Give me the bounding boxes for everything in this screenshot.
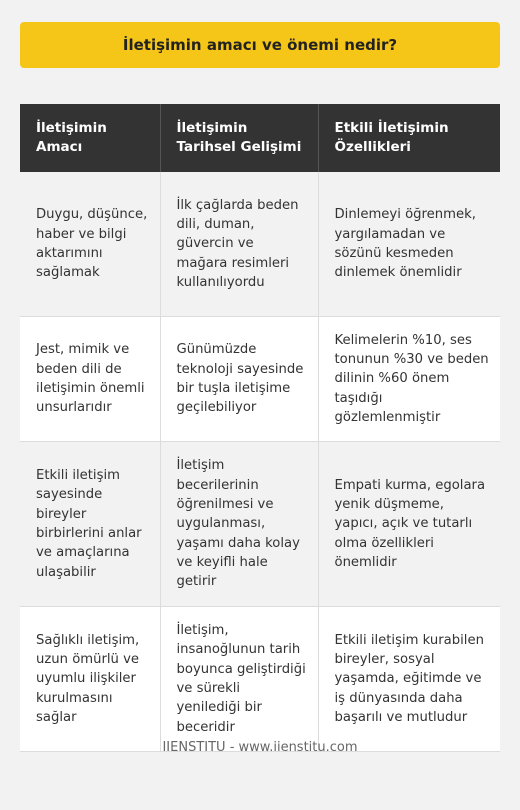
- table-cell: Sağlıklı iletişim, uzun ömürlü ve uyumlu ilişkiler kurulmasını sağlar: [20, 607, 160, 752]
- table-row: [20, 442, 500, 607]
- column-header-history: İletişimin Tarihsel Gelişimi: [160, 104, 318, 172]
- table-header-row: [20, 104, 500, 172]
- table-cell: Empati kurma, egolara yenik düşmeme, yapıcı, açık ve tutarlı olma özellikleri önemlidir: [318, 442, 500, 607]
- table-cell: Dinlemeyi öğrenmek, yargılamadan ve sözünü kesmeden dinlemek önemlidir: [318, 172, 500, 317]
- table-cell: Jest, mimik ve beden dili de iletişimin önemli unsurlarıdır: [20, 317, 160, 442]
- page-title: [20, 22, 500, 68]
- table-row: [20, 317, 500, 442]
- column-header-features: Etkili İletişimin Özellikleri: [318, 104, 500, 172]
- info-table: [20, 104, 500, 752]
- table-cell: Kelimelerin %10, ses tonunun %30 ve beden dilinin %60 önem taşıdığı gözlemlenmiştir: [318, 317, 500, 442]
- page-title-text: İletişimin amacı ve önemi nedir?: [122, 36, 398, 54]
- table-cell: İletişim becerilerinin öğrenilmesi ve uygulanması, yaşamı daha kolay ve keyifli hale getirir: [160, 442, 318, 607]
- table-cell: Etkili iletişim sayesinde bireyler birbirlerini anlar ve amaçlarına ulaşabilir: [20, 442, 160, 607]
- table-cell: Günümüzde teknoloji sayesinde bir tuşla iletişime geçilebiliyor: [160, 317, 318, 442]
- table-row: [20, 607, 500, 752]
- table-cell: Etkili iletişim kurabilen bireyler, sosyal yaşamda, eğitimde ve iş dünyasında daha başarılı ve mutludur: [318, 607, 500, 752]
- table-cell: Duygu, düşünce, haber ve bilgi aktarımını sağlamak: [20, 172, 160, 317]
- column-header-purpose: İletişimin Amacı: [20, 104, 160, 172]
- table-row: [20, 172, 500, 317]
- footer-credit: IIENSTITU - www.iienstitu.com: [162, 740, 358, 755]
- table-cell: İletişim, insanoğlunun tarih boyunca geliştirdiği ve sürekli yenilediği bir beceridir: [160, 607, 318, 752]
- table-cell: İlk çağlarda beden dili, duman, güvercin ve mağara resimleri kullanılıyordu: [160, 172, 318, 317]
